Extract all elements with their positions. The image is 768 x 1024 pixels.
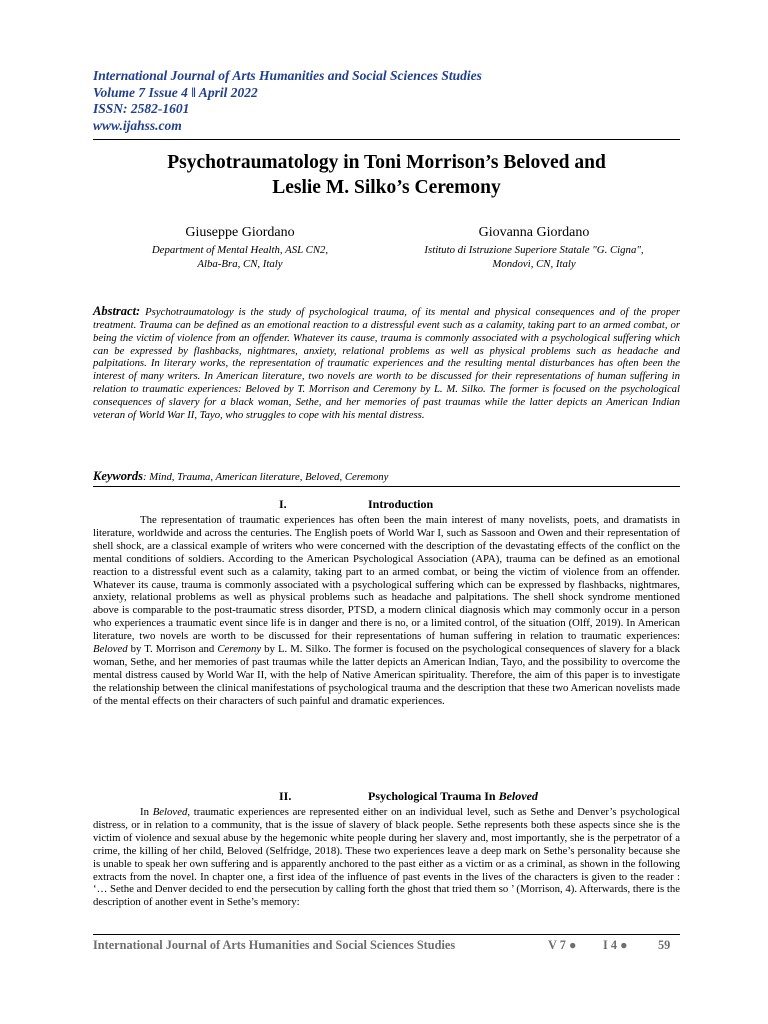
paper-title <box>93 150 680 200</box>
abstract-text: Psychotraumatology is the study of psychological trauma, of its mental and physical consequences and of the proper treatment. Trauma can be defined as an emotional reaction to a distressful event such as a calamity, taking part to an armed combat, or being the victim of violence from an offender. Whatever its cause, trauma is commonly associated with a psychological suffering which can be expressed by flashbacks, nightmares, anxiety, relational problems as well as physical problems such as headache and palpitations. In literary works, the representation of traumatic experiences and the resulting mental disturbances has often been the interest of many writers. In American literature, two novels are worth to be discussed for their representations of human suffering in relation to traumatic experiences: Beloved by T. Morrison and Ceremony by L. M. Silko. The former is focused on the psychological consequences of slavery for a black woman, Sethe, and her memories of past traumas while the latter depicts an American Indian veteran of World War II, Tayo, who struggles to cope with his mental distress. <box>93 306 681 421</box>
journal-website-link[interactable]: www.ijahss.com <box>93 117 182 133</box>
journal-issn: ISSN: 2582-1601 <box>93 101 190 116</box>
author-affiliation-2: Istituto di Istruzione Superiore Statale "G. Cigna", Mondovì, CN, Italy <box>424 244 644 270</box>
section-title-2: Psychological Trauma In Beloved <box>368 789 538 803</box>
beloved-paragraph: In Beloved, traumatic experiences are represented either on an individual level, such as Sethe and Denver’s psychological distress, or in relation to a community, that is the issue of slavery of black people. Sethe represents both these aspects since she is the victim of violence and sexual abuse by the hegemonic white people during her slavery and, most importantly, she is the perpetrator of a crime, the killing of her child, Beloved (Selfridge, 2018). These two experiences leave a deep mark on Sethe’s personality because she is unable to speak her own suffering and is apparently anchored to the past either as a victim or as a criminal, as shown in the following extracts from the novel. In chapter one, a first idea of the influence of past events in the lives of the characters is given to the reader : ‘… Sethe and Denver decided to end the persecution by calling forth the ghost that tried them so ’ (Morrison, 4). Afterwards, there is the description of another event in Sethe’s memory: <box>93 806 681 909</box>
header-divider <box>93 139 680 140</box>
keywords-divider <box>93 486 680 487</box>
footer-divider <box>93 934 680 935</box>
keywords-label: Keywords <box>93 469 143 483</box>
abstract <box>93 305 680 422</box>
author-affiliation-1: Department of Mental Health, ASL CN2, Alba-Bra, CN, Italy <box>151 244 329 270</box>
author-block-1 <box>110 224 370 271</box>
footer-issue: I 4 ● <box>603 938 628 952</box>
footer-volume: V 7 ● <box>548 938 577 952</box>
section-number-2: II. <box>279 789 292 803</box>
keywords-text: : Mind, Trauma, American literature, Beloved, Ceremony <box>143 471 389 483</box>
keywords <box>93 469 680 484</box>
author-block-2 <box>404 224 664 271</box>
section-title-1: Introduction <box>368 497 434 511</box>
journal-name: International Journal of Arts Humanities and Social Sciences Studies <box>93 68 482 83</box>
paper-title-line2: Leslie M. Silko’s Ceremony <box>272 177 501 198</box>
paper-title-line1: Psychotraumatology in Toni Morrison’s Beloved and <box>167 152 606 173</box>
introduction-paragraph: The representation of traumatic experiences has often been the main interest of many novelists, poets, and dramatists in literature, worldwide and across the centuries. The English poets of World War I, such as Sassoon and Owen and their representation of shell shock, are a classical example of writers who were concerned with the description of the devastating effects of the conflict on the mental conditions of soldiers. According to the American Psychological Association (APA), trauma can be defined as an emotional reaction to a distressful event such as a calamity, taking part to an armed combat, or being the victim of violence from an offender. Whatever its cause, trauma is commonly associated with a psychological suffering which can be expressed by flashbacks, nightmares, anxiety, relational problems as well as physical problems such as headache and palpitations. The shell shock syndrome mentioned above is comparable to the post-traumatic stress disorder, PTSD, a modern clinical diagnosis which may commonly occur in a person who experiences a traumatic event since life is in danger and there is no, or a limited control, of the situation (Olff, 2019). In American literature, two novels are worth to be discussed for their representations of human suffering in relation to traumatic experiences: Beloved by T. Morrison and Ceremony by L. M. Silko. The former is focused on the psychological consequences of slavery for a black woman, Sethe, and her memories of past traumas while the latter depicts an American Indian, Tayo, and the possibility to overcome the mental distress caused by World War II, with the help of Native American spirituality. Therefore, the aim of this paper is to investigate the relationship between the clinical manifestations of psychological trauma and the description that these two American novelists made of the mental effects on their characters of such painful and dramatic experiences. <box>93 514 680 707</box>
author-name-2: Giovanna Giordano <box>478 225 590 240</box>
journal-volume-issue: Volume 7 Issue 4 ǁ April 2022 <box>93 84 258 100</box>
section-number-1: I. <box>279 497 287 511</box>
journal-header <box>93 68 693 134</box>
abstract-label: Abstract: <box>93 304 141 318</box>
footer-page-number: 59 <box>658 938 671 952</box>
author-name-1: Giuseppe Giordano <box>185 225 295 240</box>
page-footer <box>93 938 680 956</box>
footer-journal-name: International Journal of Arts Humanities and Social Sciences Studies <box>93 938 456 952</box>
